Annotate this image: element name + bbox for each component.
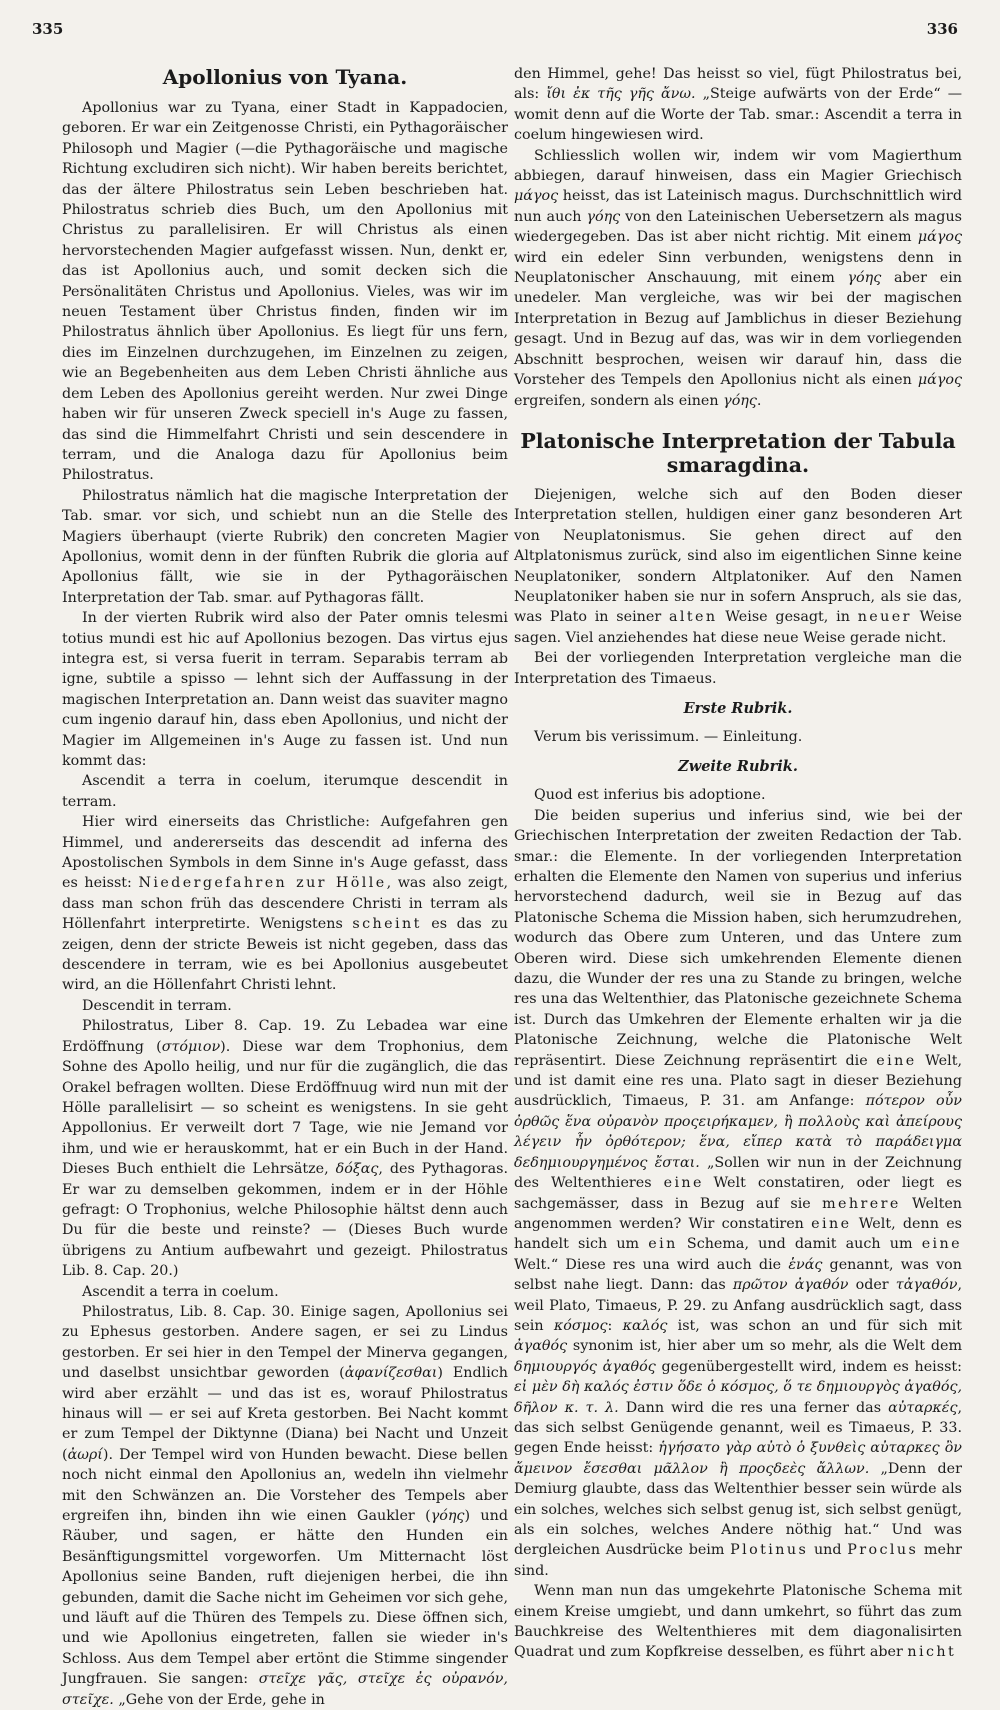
section-title: Apollonius von Tyana. xyxy=(162,65,408,89)
paragraph: Schliesslich wollen wir, indem wir vom Magierthum abbiegen, darauf hinweisen, dass ein Magier Griechisch μάγος heisst, das ist Lateinisch magus. Durchschnittlich wird nun auch γόης von den Lateinischen Uebersetzern als magus wiedergegeben. Das ist aber nicht richtig. Mit einem μάγος wird ein edeler Sinn verbunden, wenigstens denn in Neuplatonischer Anschauung, mit einem γόης aber ein unedeler. Man vergleiche, was wir bei der magischen Interpretation in Bezug auf Jamblichus in dieser Beziehung gesagt. Und in Bezug auf das, was wir in dem vorliegenden Abschnitt besprochen, weisen wir darauf hin, dass die Vorsteher des Tempels den Apollonius nicht als einen μάγος ergreifen, sondern als einen γόης. xyxy=(514,147,962,409)
right-column xyxy=(514,64,962,1663)
rubric-heading: Erste Rubrik. xyxy=(683,699,793,717)
paragraph: Die beiden superius und inferius sind, wie bei der Griechischen Interpretation der zweiten Redaction der Tab. smar.: die Elemente. In der vorliegenden Interpretation erhalten die Elemente den Namen von superius und inferius hervorstechend dadurch, weil sie in Bezug auf das Platonische Schema die Mission haben, sich herumzudrehen, wodurch das Obere zum Unteren, und das Untere zum Oberen wird. Diese sich umkehrenden Elemente dienen dazu, die Wunder der res una zu Stande zu bringen, welche res una das Weltenthier, das Platonische gezeichnete Schema ist. Durch das Umkehren der Elemente erhalten wir ja die Platonische Zeichnung, welche die Platonische Welt repräsentirt. Diese Zeichnung repräsentirt die eine Welt, und ist damit eine res una. Plato sagt in dieser Beziehung ausdrücklich, Timaeus, P. 31. am Anfange: πότερον οὖν ὀρθῶς ἕνα οὐρανὸν προςειρήκαμεν, ἢ πολλοὺς καὶ ἀπείρους λέγειν ἦν ὀρθότερον; ἕνα, εἴπερ κατὰ τὸ παράδειγμα δεδημιουργημένος ἔσται. „Sollen wir nun in der Zeichnung des Weltenthieres eine Welt constatiren, oder liegt es sachgemässer, dass in Bezug auf sie mehrere Welten angenommen werden? Wir constatiren eine Welt, denn es handelt sich um ein Schema, und damit auch um eine Welt.“ Diese res una wird auch die ἑνάς genannt, was von selbst nahe liegt. Dann: das πρῶτον ἀγαθόν oder τἀγαθόν, weil Plato, Timaeus, P. 29. zu Anfang ausdrücklich sagt, dass sein κόσμος: καλός ist, was schon an und für sich mit ἀγαθός synonim ist, hier aber um so mehr, als die Welt dem δημιουργός ἀγαθός gegenübergestellt wird, indem es heisst: εἰ μὲν δὴ καλός ἐστιν ὅδε ὁ κόσμος, ὅ τε δημιουργὸς ἀγαθός, δῆλον κ. τ. λ. Dann wird die res una ferner das αὐταρκές, das sich selbst Genügende genannt, weil es Timaeus, P. 33. gegen Ende heisst: ἡγήσατο γὰρ αὐτὸ ὁ ξυνθεὶς αὐταρκες ὂν ἄμεινον ἔσεσθαι μᾶλλον ἢ προςδεὲς ἄλλων. „Denn der Demiurg glaubte, dass das Weltenthier besser sein würde als ein solches, welches sich selbst genug ist, sich selbst genügt, als ein solches, welches Andere nöthig hat.“ Und was dergleichen Ausdrücke beim Plotinus und Proclus mehr sind. xyxy=(514,807,963,1579)
quotation: Ascendit a terra in coelum, iterumque descendit in terram. xyxy=(62,773,508,810)
paragraph: Philostratus, Liber 8. Cap. 19. Zu Lebadea war eine Erdöffnung (στόμιον). Diese war dem Trophonius, dem Sohne des Apollo heilig, und nur für die zugänglich, die das Orakel befragen wollten. Diese Erdöffnuug wird nun mit der Hölle parallelisirt — so scheint es wenigstens. In sie geht Appollonius. Er verweilt dort 7 Tage, wie nie Jemand vor ihm, und wie er herauskommt, hat er ein Buch in der Hand. Dieses Buch enthielt die Lehrsätze, δόξας, des Pythagoras. Er war zu demselben gekommen, indem er in der Höhle gefragt: O Trophonius, welche Philosophie hältst denn auch Du für die beste und reinste? — (Dieses Buch wurde übrigens zu Antium aufbewahrt und gezeigt. Philostratus Lib. 8. Cap. 20.) xyxy=(62,1018,509,1280)
paragraph: Quod est inferius bis adoptione. xyxy=(534,787,766,804)
paragraph: den Himmel, gehe! Das heisst so viel, fügt Philostratus bei, als: ἴθι ἐκ τῆς γῆς ἄνω. „Steige aufwärts von der Erde“ — womit denn auf die Worte der Tab. smar.: Ascendit a terra in coelum hingewiesen wird. xyxy=(514,66,962,144)
left-column xyxy=(62,64,508,1710)
paragraph: Bei der vorliegenden Interpretation vergleiche man die Interpretation des Timaeus. xyxy=(514,650,962,687)
paragraph: Philostratus nämlich hat die magische Interpretation der Tab. smar. vor sich, und schiebt nun an die Stelle des Magiers überhaupt (vierte Rubrik) den concreten Magier Apollonius, womit denn in der fünften Rubrik die gloria auf Apollonius fällt, wie sie in der Pythagoräischen Interpretation der Tab. smar. auf Pythagoras fällt. xyxy=(62,487,508,606)
paragraph: Verum bis verissimum. — Einleitung. xyxy=(534,728,803,745)
quotation: Ascendit a terra in coelum. xyxy=(82,1283,279,1300)
rubric-heading: Zweite Rubrik. xyxy=(678,758,798,776)
section-title: Platonische Interpretation der Tabula smaragdina. xyxy=(520,428,956,477)
paragraph: Apollonius war zu Tyana, einer Stadt in Kappadocien, geboren. Er war ein Zeitgenosse Christi, ein Pythagoräischer Philosoph und Magier (—die Pythagoräische und magische Richtung excludiren sich nicht). Wir haben bereits berichtet, das der ältere Philostratus sein Leben beschrieben hat. Philostratus schrieb dies Buch, um den Apollonius mit Christus zu parallelisiren. Er will Christus als einen hervorstechenden Magier aufgefasst wissen. Nun, denkt er, das ist Apollonius auch, und somit decken sich die Persönalitäten Christus und Apollonius. Vieles, was wir im neuen Testament über Christus finden, finden wir im Philostratus ähnlich über Apollonius. Es liegt für uns fern, dies im Einzelnen durchzugehen, im Einzelnen zu zeigen, wie an Begebenheiten aus dem Leben Christi ähnliche aus dem Leben des Apollonius gereiht werden. Nur zwei Dinge haben wir für unseren Zweck speciell in's Auge zu fassen, das sind die Himmelfahrt Christi und sein descendere in terram, und die Analoga dazu für Apollonius beim Philostratus. xyxy=(62,100,508,484)
paragraph: Philostratus, Lib. 8. Cap. 30. Einige sagen, Apollonius sei zu Ephesus gestorben. Andere sagen, er sei zu Lindus gestorben. Er sei hier in den Tempel der Minerva gegangen, und daselbst unsichtbar geworden (ἀφανίζεσθαι) Endlich wird aber erzählt — und das ist es, worauf Philostratus hinaus will — er sei auf Kreta gestorben. Bei Nacht kommt er zum Tempel der Diktynne (Diana) bei Nacht und Unzeit (ἀωρί). Der Tempel wird von Hunden bewacht. Diese bellen noch nicht einmal den Apollonius an, wedeln ihn vielmehr mit den Schwänzen an. Die Vorsteher des Tempels aber ergreifen ihn, binden ihn wie einen Gaukler (γόης) und Räuber, und sagen, er hätte den Hunden ein Besänftigungsmittel vorgeworfen. Um Mitternacht löst Apollonius seine Banden, ruft diejenigen herbei, die ihn gebunden, damit die Sache nicht im Geheimen vor sich gehe, und läuft auf die Thüren des Tempels zu. Diese öffnen sich, und wie Apollonius eingetreten, fallen sie wieder in's Schloss. Aus dem Tempel aber ertönt die Stimme singender Jungfrauen. Sie sangen: στεῖχε γᾶς, στεῖχε ἐς οὐρανόν, στεῖχε. „Gehe von der Erde, gehe in xyxy=(62,1303,509,1708)
paragraph: Diejenigen, welche sich auf den Boden dieser Interpretation stellen, huldigen einer ganz besonderen Art von Neuplatonismus. Sie gehen direct auf den Altplatonismus zurück, sind also im eigentlichen Sinne keine Neuplatoniker, sondern Altplatoniker. Auf den Namen Neuplatoniker haben sie nur in sofern Anspruch, als sie das, was Plato in seiner alten Weise gesagt, in neuer Weise sagen. Viel anziehendes hat diese neue Weise gerade nicht. xyxy=(514,486,963,646)
page-number-left: 335 xyxy=(32,20,64,38)
paragraph: Hier wird einerseits das Christliche: Aufgefahren gen Himmel, und andererseits das descendit ad inferna des Apostolischen Symbols in dem Sinne in's Auge gefasst, dass es heisst: Niedergefahren zur Hölle, was also zeigt, dass man schon früh das descendere Christi in terram als Höllenfahrt interpretirte. Wenigstens scheint es das zu zeigen, denn der stricte Beweis ist nicht gegeben, dass das descendere in terram, wie es bei Apollonius ausgebeutet wird, an die Höllenfahrt Christi lehnt. xyxy=(62,814,508,994)
paragraph: Wenn man nun das umgekehrte Platonische Schema mit einem Kreise umgiebt, und dann umkehrt, so führt das zum Bauchkreise des Weltenthieres mit dem diagonalisirten Quadrat und zum Kopfkreise desselben, es führt aber nicht xyxy=(514,1583,962,1661)
page-number-right: 336 xyxy=(926,20,958,38)
paragraph: In der vierten Rubrik wird also der Pater omnis telesmi totius mundi est hic auf Apollonius bezogen. Das virtus ejus integra est, si versa fuerit in terram. Separabis terram ab igne, subtile a spisso — lehnt sich der Auffassung in der magischen Interpretation an. Dann weist das suaviter magno cum ingenio darauf hin, dass eben Apollonius, und nicht der Magier im Allgemeinen in's Auge zu fassen ist. Und nun kommt das: xyxy=(62,610,508,769)
quotation: Descendit in terram. xyxy=(82,997,232,1014)
